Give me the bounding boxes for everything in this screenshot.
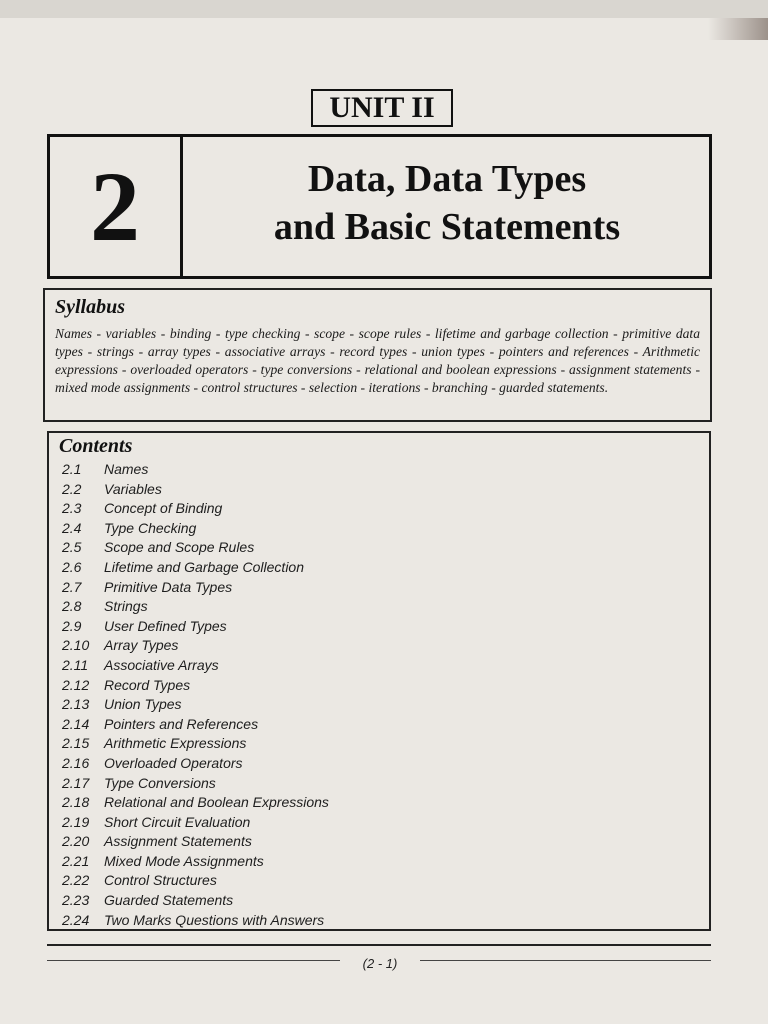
chapter-title-line-2: and Basic Statements (273, 206, 621, 248)
contents-item-number: 2.19 (62, 813, 90, 830)
contents-item-label: Variables (104, 480, 162, 497)
contents-item (59, 813, 699, 833)
contents-item-number: 2.24 (62, 911, 90, 928)
contents-item-number: 2.16 (62, 754, 90, 771)
contents-heading: Contents (59, 435, 133, 457)
chapter-title-line-1: Data, Data Types (307, 158, 587, 200)
contents-item (59, 754, 699, 774)
contents-item (59, 656, 699, 676)
contents-item-number: 2.3 (62, 500, 82, 517)
contents-item-number: 2.2 (62, 480, 82, 497)
contents-item-label: Concept of Binding (104, 500, 223, 517)
contents-item-label: Scope and Scope Rules (104, 539, 255, 556)
contents-item (59, 519, 699, 539)
contents-item-number: 2.5 (62, 539, 82, 556)
contents-item-label: Associative Arrays (104, 656, 219, 673)
contents-item-label: User Defined Types (104, 617, 227, 634)
chapter-number: 2 (50, 137, 183, 276)
contents-item (59, 891, 699, 911)
contents-item-number: 2.6 (62, 558, 82, 575)
syllabus-text: Names - variables - binding - type checking - scope - scope rules - lifetime and garbage collection - primitive data types - strings - array types - associative arrays - record types - union types - pointers and references - Arithmetic expressions - overloaded operators - type conversions - relational and boolean expressions - assignment statements - mixed mode assignments - control structures - selection - iterations - branching - guarded statements. (55, 326, 700, 395)
contents-item (59, 558, 699, 578)
contents-item-number: 2.14 (62, 715, 90, 732)
contents-item (59, 480, 699, 500)
contents-item-number: 2.23 (62, 892, 90, 909)
contents-item-label: Control Structures (104, 872, 217, 889)
contents-item-label: Primitive Data Types (104, 578, 233, 595)
contents-item-number: 2.9 (62, 617, 82, 634)
chapter-title-box (47, 134, 712, 279)
contents-item-label: Pointers and References (104, 715, 259, 732)
contents-item-label: Arithmetic Expressions (104, 735, 247, 752)
contents-item-label: Mixed Mode Assignments (104, 852, 264, 869)
contents-item-label: Record Types (104, 676, 191, 693)
contents-box (47, 431, 711, 931)
contents-item (59, 578, 699, 598)
contents-list (59, 460, 699, 930)
contents-item-number: 2.1 (62, 461, 82, 477)
contents-item-label: Lifetime and Garbage Collection (104, 558, 305, 575)
contents-item-number: 2.20 (62, 833, 90, 850)
contents-item-label: Overloaded Operators (104, 754, 243, 771)
contents-item (59, 793, 699, 813)
unit-label: UNIT II (311, 89, 453, 127)
contents-item-number: 2.4 (62, 519, 82, 536)
syllabus-heading: Syllabus (55, 296, 126, 318)
contents-item (59, 636, 699, 656)
contents-item-label: Union Types (104, 696, 182, 713)
contents-item-number: 2.18 (62, 794, 90, 811)
contents-item-number: 2.10 (62, 637, 90, 654)
contents-item-number: 2.21 (62, 852, 90, 869)
contents-item (59, 852, 699, 872)
contents-item-label: Two Marks Questions with Answers (104, 911, 325, 928)
contents-item (59, 617, 699, 637)
contents-item-number: 2.11 (62, 656, 89, 673)
contents-item (59, 695, 699, 715)
contents-item (59, 597, 699, 617)
contents-item (59, 871, 699, 891)
contents-item-number: 2.22 (62, 872, 90, 889)
contents-item-label: Type Conversions (104, 774, 216, 791)
contents-item-label: Relational and Boolean Expressions (104, 794, 329, 811)
contents-item-number: 2.8 (62, 598, 82, 615)
syllabus-box (43, 288, 712, 422)
contents-item-label: Type Checking (104, 519, 197, 536)
chapter-title (185, 155, 709, 251)
contents-item-number: 2.15 (62, 735, 90, 752)
contents-item-number: 2.12 (62, 676, 90, 693)
page-number: (2 - 1) (340, 956, 420, 971)
contents-item-number: 2.17 (62, 774, 90, 791)
contents-item-number: 2.13 (62, 696, 90, 713)
contents-item-label: Assignment Statements (104, 833, 252, 850)
contents-item-number: 2.7 (62, 578, 82, 595)
contents-item (59, 715, 699, 735)
contents-item (59, 538, 699, 558)
contents-item (59, 676, 699, 696)
contents-item (59, 774, 699, 794)
contents-item (59, 911, 699, 931)
page-corner-shadow (708, 18, 768, 40)
contents-item-label: Short Circuit Evaluation (104, 813, 251, 830)
footer-rule (47, 944, 711, 946)
contents-item (59, 734, 699, 754)
contents-item-label: Array Types (104, 637, 179, 654)
contents-item (59, 832, 699, 852)
contents-item-label: Names (104, 461, 149, 477)
contents-item-label: Guarded Statements (104, 892, 234, 909)
contents-item-label: Strings (104, 598, 148, 615)
contents-item (59, 460, 699, 480)
contents-item (59, 499, 699, 519)
